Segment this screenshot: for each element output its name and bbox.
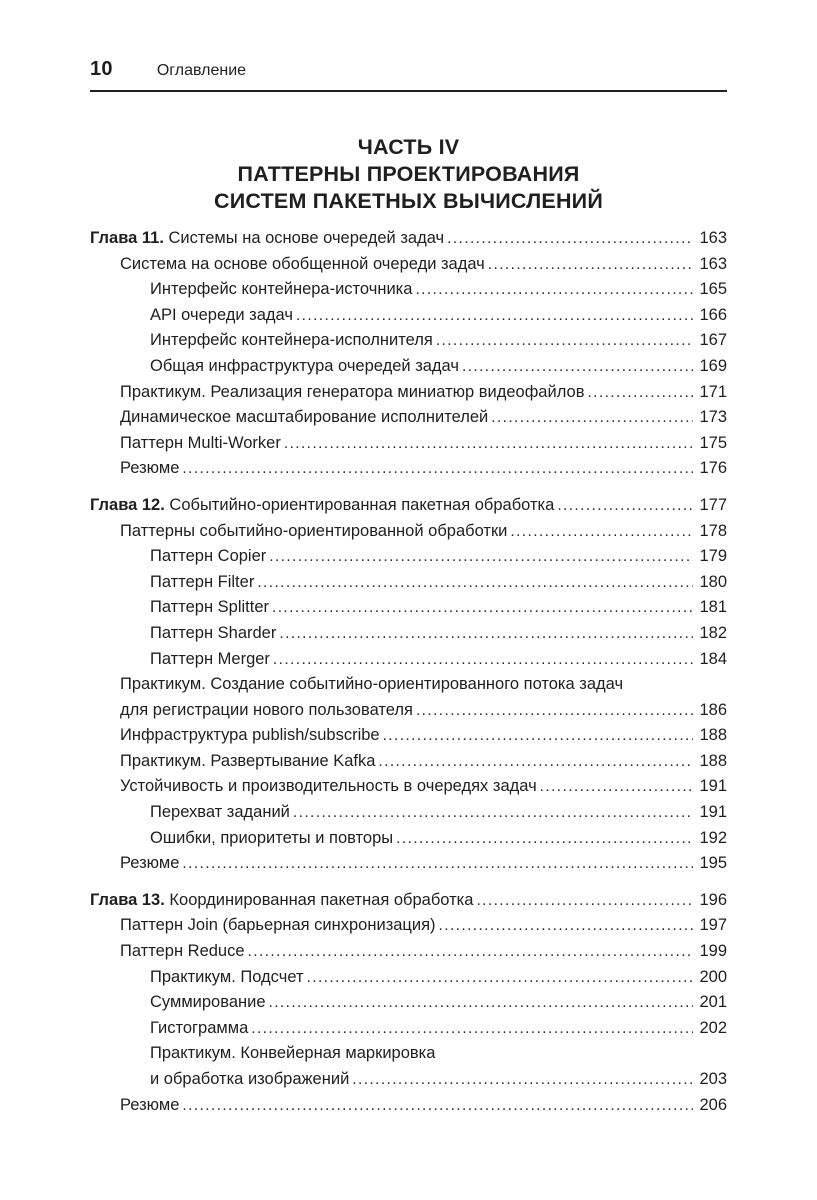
- toc-entry-text: [120, 672, 623, 698]
- toc-entry: [90, 380, 727, 406]
- toc-entry-text: [150, 647, 270, 673]
- toc-entry-title: Устойчивость и производительность в очередях задач: [120, 777, 537, 796]
- toc-entry-title: Паттерны событийно-ориентированной обработки: [120, 521, 508, 540]
- toc-entry-text: [150, 826, 393, 852]
- toc-entry-page: 201: [699, 993, 727, 1012]
- toc-entry-title: API очереди задач: [150, 305, 293, 324]
- toc-group: [90, 888, 727, 1118]
- toc-entry-title: Гистограмма: [150, 1018, 249, 1037]
- toc-entry-title: Паттерн Splitter: [150, 598, 270, 617]
- dot-leader-icon: [251, 1016, 693, 1042]
- toc-entry: [90, 723, 727, 749]
- toc-entry: [90, 672, 727, 698]
- toc-entry-text: [120, 939, 245, 965]
- toc-entry-title: Интерфейс контейнера-исполнителя: [150, 331, 433, 350]
- dot-leader-icon: [587, 380, 693, 406]
- toc-entry-text: [90, 493, 554, 519]
- dot-leader-icon: [284, 431, 693, 457]
- toc-entry: [90, 1067, 727, 1093]
- toc-entry-text: [150, 1016, 248, 1042]
- toc-entry-page: 192: [699, 828, 727, 847]
- toc-entry-text: [120, 431, 281, 457]
- part-title-line-2: ПАТТЕРНЫ ПРОЕКТИРОВАНИЯ: [237, 162, 580, 186]
- toc-entry-page: 178: [699, 521, 727, 540]
- toc-entry-text: [150, 595, 269, 621]
- toc-entry-page: 202: [699, 1018, 727, 1037]
- toc-entry: [90, 1016, 727, 1042]
- dot-leader-icon: [447, 226, 693, 252]
- toc-entry-text: [150, 800, 290, 826]
- toc-entry-title: Резюме: [120, 1095, 180, 1114]
- toc-entry-page: 169: [699, 356, 727, 375]
- toc-entry: [90, 1041, 727, 1067]
- toc-entry: [90, 749, 727, 775]
- toc-entry-text: [120, 456, 179, 482]
- toc-entry-text: [150, 303, 293, 329]
- toc-entry-title: и обработка изображений: [150, 1070, 350, 1088]
- toc-entry: [90, 431, 727, 457]
- toc-entry: [90, 621, 727, 647]
- toc-entry-page: 191: [699, 803, 727, 822]
- toc-entry-title: Общая инфраструктура очередей задач: [150, 356, 459, 375]
- toc-entry-text: [150, 1041, 435, 1067]
- toc-entry: [90, 354, 727, 380]
- toc-entry-title: Динамическое масштабирование исполнителей: [120, 408, 489, 427]
- dot-leader-icon: [269, 990, 694, 1016]
- toc-entry-page: 177: [699, 495, 727, 514]
- toc-entry-prefix: Глава 11.: [90, 229, 169, 247]
- toc-entry-text: [120, 698, 413, 724]
- toc-entry-title: Инфраструктура publish/subscribe: [120, 726, 380, 745]
- toc-entry: [90, 826, 727, 852]
- dot-leader-icon: [352, 1067, 693, 1093]
- toc-entry-page: 200: [699, 967, 727, 986]
- toc-entry: [90, 990, 727, 1016]
- toc-entry-page: 203: [699, 1070, 727, 1088]
- part-title-line-3: СИСТЕМ ПАКЕТНЫХ ВЫЧИСЛЕНИЙ: [214, 189, 603, 213]
- toc-entry-title: Практикум. Конвейерная маркировка: [150, 1044, 436, 1063]
- toc-entry: [90, 851, 727, 877]
- toc-entry-title: Система на основе обобщенной очереди задач: [120, 254, 485, 273]
- toc-entry: [90, 303, 727, 329]
- toc-entry-page: 181: [699, 598, 727, 617]
- toc-entry-title: Паттерн Multi-Worker: [120, 433, 281, 452]
- toc-entry: [90, 570, 727, 596]
- dot-leader-icon: [279, 621, 693, 647]
- toc-entry-page: 166: [699, 305, 727, 324]
- toc-entry-text: [120, 519, 507, 545]
- toc-entry-text: [120, 723, 380, 749]
- toc-entry: [90, 328, 727, 354]
- dot-leader-icon: [378, 749, 693, 775]
- toc-entry: [90, 800, 727, 826]
- toc-group: [90, 226, 727, 482]
- part-title-line-1: ЧАСТЬ IV: [357, 135, 460, 159]
- toc-entry-text: [120, 851, 179, 877]
- dot-leader-icon: [557, 493, 693, 519]
- dot-leader-icon: [436, 328, 693, 354]
- toc-entry-title: Паттерн Sharder: [150, 623, 277, 642]
- toc-entry-page: 165: [699, 280, 727, 299]
- dot-leader-icon: [272, 595, 693, 621]
- toc-entry: [90, 493, 727, 519]
- dot-leader-icon: [415, 277, 693, 303]
- toc-entry-title: Резюме: [120, 459, 180, 478]
- toc-entry: [90, 647, 727, 673]
- dot-leader-icon: [296, 303, 693, 329]
- toc-entry-page: 184: [699, 649, 727, 668]
- dot-leader-icon: [293, 800, 693, 826]
- toc-entry-text: [150, 621, 276, 647]
- toc-entry-title: Системы на основе очередей задач: [168, 229, 445, 247]
- part-title: [90, 134, 727, 215]
- toc-entry-text: [150, 965, 304, 991]
- toc-entry: [90, 939, 727, 965]
- toc-entry-title: для регистрации нового пользователя: [120, 700, 413, 719]
- dot-leader-icon: [439, 913, 693, 939]
- dot-leader-icon: [540, 774, 693, 800]
- toc-group: [90, 493, 727, 877]
- toc-entry-title: Координированная пакетная обработка: [169, 890, 474, 909]
- toc-entry-text: [120, 252, 485, 278]
- toc-entry-page: 175: [699, 433, 727, 452]
- dot-leader-icon: [510, 519, 693, 545]
- toc-entry-title: Суммирование: [150, 993, 266, 1012]
- dot-leader-icon: [273, 647, 693, 673]
- toc-entry-title: Паттерн Filter: [150, 572, 255, 591]
- dot-leader-icon: [491, 405, 693, 431]
- running-head-label: Оглавление: [156, 62, 247, 79]
- toc-entry: [90, 226, 727, 252]
- toc-entry-title: Практикум. Создание событийно-ориентированного потока задач: [120, 675, 624, 694]
- toc-entry-text: [150, 277, 412, 303]
- toc-entry-text: [120, 913, 436, 939]
- dot-leader-icon: [257, 570, 693, 596]
- toc-entry-page: 191: [699, 777, 727, 796]
- toc-entry-text: [90, 226, 444, 252]
- toc-entry-page: 171: [699, 382, 727, 401]
- toc-entry-title: Практикум. Развертывание Kafka: [120, 751, 376, 770]
- dot-leader-icon: [269, 544, 693, 570]
- toc-entry-title: Интерфейс контейнера-источника: [150, 280, 413, 299]
- toc-entry: [90, 277, 727, 303]
- toc-entry-title: Паттерн Copier: [150, 547, 267, 566]
- toc-entry-text: [150, 1067, 349, 1093]
- toc-entry-text: [120, 380, 584, 406]
- toc-entry-text: [150, 544, 266, 570]
- toc-entry-page: 163: [699, 229, 727, 247]
- toc-entry-text: [150, 990, 266, 1016]
- toc-entry-title: Практикум. Реализация генератора миниатюр видеофайлов: [120, 382, 585, 401]
- toc-entry-text: [150, 354, 459, 380]
- toc-entry: [90, 913, 727, 939]
- toc-entry-page: 196: [699, 890, 727, 909]
- dot-leader-icon: [416, 698, 693, 724]
- toc-entry-page: 167: [699, 331, 727, 350]
- toc-entry-title: Ошибки, приоритеты и повторы: [150, 828, 394, 847]
- toc-entry-page: 206: [699, 1095, 727, 1114]
- toc-entry-title: Событийно-ориентированная пакетная обработка: [169, 495, 555, 514]
- toc-entry-text: [120, 749, 375, 775]
- running-header: [90, 58, 727, 92]
- toc-entry-title: Паттерн Join (барьерная синхронизация): [120, 916, 436, 935]
- dot-leader-icon: [182, 851, 693, 877]
- toc-entry-title: Практикум. Подсчет: [150, 967, 304, 986]
- toc-entry-page: 186: [699, 700, 727, 719]
- toc-entry-text: [120, 774, 537, 800]
- toc-entry: [90, 595, 727, 621]
- toc-entry-page: 188: [699, 726, 727, 745]
- toc-entry: [90, 405, 727, 431]
- toc-entry-page: 180: [699, 572, 727, 591]
- dot-leader-icon: [182, 456, 693, 482]
- toc-entry: [90, 252, 727, 278]
- dot-leader-icon: [462, 354, 693, 380]
- toc-entry-title: Паттерн Reduce: [120, 942, 245, 961]
- toc-entry: [90, 965, 727, 991]
- toc-entry-page: 176: [699, 459, 727, 478]
- dot-leader-icon: [182, 1093, 693, 1119]
- toc-entry-title: Паттерн Merger: [150, 649, 270, 668]
- toc-entry: [90, 774, 727, 800]
- toc-entry-page: 197: [699, 916, 727, 935]
- toc-entry: [90, 544, 727, 570]
- dot-leader-icon: [307, 965, 693, 991]
- toc-entry-text: [90, 888, 473, 914]
- toc-entry-title: Перехват заданий: [150, 803, 290, 822]
- toc-entry-page: 163: [699, 254, 727, 273]
- dot-leader-icon: [476, 888, 693, 914]
- toc-entry-page: 179: [699, 547, 727, 566]
- toc-entry-page: 173: [699, 408, 727, 427]
- dot-leader-icon: [248, 939, 693, 965]
- toc-entry-title: Резюме: [120, 854, 180, 873]
- toc-entry-text: [150, 328, 433, 354]
- dot-leader-icon: [396, 826, 693, 852]
- dot-leader-icon: [488, 252, 693, 278]
- toc-entry-text: [120, 1093, 179, 1119]
- toc-entry-page: 195: [699, 854, 727, 873]
- toc-entry: [90, 456, 727, 482]
- toc-entry-page: 182: [699, 623, 727, 642]
- toc-entry-prefix: Глава 12.: [90, 495, 170, 514]
- page-number: 10: [90, 58, 113, 80]
- toc-entry-page: 199: [699, 942, 727, 961]
- toc: [90, 226, 727, 1118]
- toc-entry: [90, 519, 727, 545]
- toc-entry-text: [150, 570, 254, 596]
- toc-entry: [90, 888, 727, 914]
- toc-entry: [90, 1093, 727, 1119]
- dot-leader-icon: [383, 723, 693, 749]
- toc-entry: [90, 698, 727, 724]
- toc-entry-text: [120, 405, 488, 431]
- toc-entry-prefix: Глава 13.: [90, 890, 170, 909]
- toc-entry-page: 188: [699, 751, 727, 770]
